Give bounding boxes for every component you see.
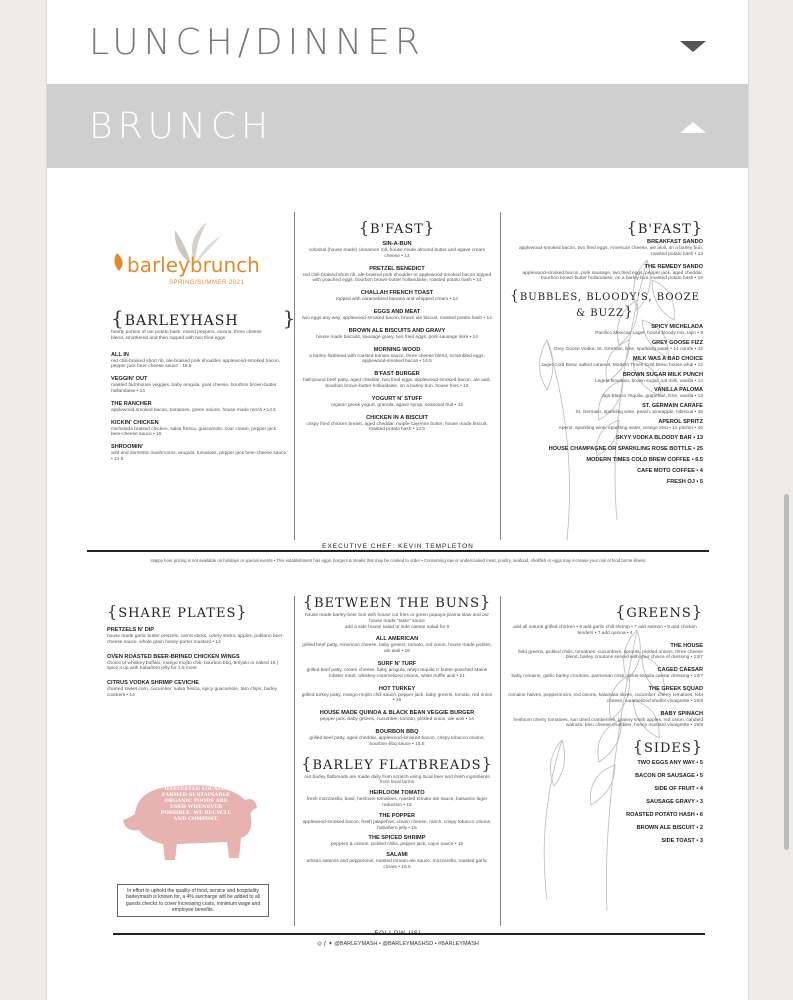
menu-item: GREY GOOSE FIZZ Grey Goose Vodka, St. Germain, lime, sparkling water • 14 carafe • 42 — [553, 339, 703, 352]
menu-item: THE POPPER applewood-smoked bacon, fresh jalapeños, cream cheese, ranch, crispy tobacco onions, habañero jelly • 15 — [302, 812, 492, 831]
share-plates-title: {SHARE PLATES} — [107, 602, 248, 621]
disclaimer: Happy hour pricing is not available on holidays or special events • This establishment has eggs, burgers & steaks that may be cooked to order • Consuming raw or undercooked meat, poultry, seafood, shellfish or eggs may increase your risk of food borne illness — [150, 558, 646, 563]
twitter-icon: ✦ — [328, 941, 333, 947]
menu-item: SIN-A-BUN colossal (house made) cinnamon roll, house made almond butter and agave cream cheese • 13 — [308, 241, 486, 259]
menu-item: HEIRLOOM TOMATO fresh mozzarella, basil, heirloom tomatoes, roasted tomato-ale sauce, balsamic-lager reduction • 15 — [306, 790, 488, 808]
menu-item: HOT TURKEY grilled turkey patty, mango-mojito chili sauce, pepper jack, baby greens, tomato, red onion • 16 — [301, 685, 493, 704]
menu-item: BROWN SUGAR MILK PUNCH Legent Bourbon, brown sugar, oat milk, vanilla • 14 — [594, 371, 703, 384]
facebook-icon: ƒ — [323, 941, 327, 947]
side-item: BACON OR SAUSAGE • 5 — [635, 773, 703, 780]
menu-item: THE HOUSE field greens, pickled chilis, tomatoes, cucumbers, sprouts, pickled onions, three cheese blend, barley croutons served with your choice of dressing • 13/7 — [518, 642, 703, 661]
scrollbar-thumb[interactable] — [784, 494, 789, 850]
divider — [294, 596, 295, 926]
divider — [500, 212, 501, 540]
menu-item: MORNING WOOD a barley flatbread with roasted tomato sauce, three cheese blend, scrambled eggs, applewood-smoked bacon • 14.5 — [309, 346, 485, 365]
menu-item: ALL IN red chili-braised short rib, ale-braised pork shoulder, applewood-smoked bacon, pepper jack beer-cheese sauce · 15.5 — [111, 351, 281, 370]
accordion-brunch-title: BRUNCH — [89, 105, 274, 147]
menu-item: HOUSE MADE QUINOA & BLACK BEAN VEGGIE BURGER pepper jack, baby greens, cucumber, tomato, pickled onion, ale aioli • 14 — [319, 710, 475, 723]
follow-us: FOLLOW US! — [374, 931, 422, 937]
bfast-title: {B'FAST} — [358, 218, 436, 237]
menu-item: ST. GERMAIN CARAFE St. Germain, sparkling wine, peach, pineapple, hibiscus • 35 — [575, 403, 703, 416]
menu-item: SHROOMIN' wild and domestic mushrooms, arugula, tomatoes, pepper jack beer-cheese sauce • 14.5 — [111, 444, 287, 462]
accordion-lunch-dinner-title: LUNCH/DINNER — [89, 21, 425, 63]
side-item: SIDE TOAST • 3 — [661, 838, 703, 845]
menu-item: APEROL SPRITZ Aperol, sparkling wine, sparkling water, orange zest • 12 pitcher • 40 — [558, 418, 703, 431]
menu-item: MODERN TIMES COLD BREW COFFEE • 6.5 — [586, 456, 703, 463]
accordion-panel — [46, 0, 749, 1000]
surcharge-note: In effort to uphold the quality of food, service and hospitality barleymash is known for, a 4% surcharge will be added to all guests checks to cover increasing costs, minimum wage and employee benefits. — [117, 884, 269, 917]
menu-item: B'FAST BURGER half-pound beef patty, aged cheddar, two fried eggs, applewood-smoked bacon, ale aioli, bourbon brown-butter hollandaise, on a barley bun, house fries • 16 — [303, 371, 491, 389]
accordion-brunch[interactable] — [47, 84, 748, 168]
menu-item: CHALLAH FRENCH TOAST topped with caramelized banana and whipped cream • 14 — [336, 290, 458, 303]
bubbles-title: {BUBBLES, BLOODY'S, BOOZE & BUZZ} — [510, 288, 700, 321]
menu-item: BREAKFAST SANDO applewood-smoked bacon, two fried eggs, American cheese, ale aioli, on a barley bun, roasted potato hash • 13 — [519, 239, 703, 257]
greens-adds: add all natural grilled chicken • 6 add garlic-chili shrimp • 7 add salmon • 9 add chicken tenders • 7 add quinoa • 4 — [513, 625, 697, 636]
menu-item: BABY SPINACH heirloom cherry tomatoes, sun dried cranberries, granny smith apples, red onion, candied walnuts, bleu cheese crumbles, honey mustard vinaigrette • 15/8 — [513, 710, 703, 729]
social-handles: ◎ ƒ ✦ @BARLEYMASH • @BARLEYMASHSD • #BARLEYMASH — [317, 941, 479, 947]
buns-intro: house made barley-beer bun with house cut fries or green papaya-jicama slaw and our house made "taste" sauce — [305, 613, 489, 624]
menu-item: YOGURT N' STUFF organic greek yogurt, granola, agave syrup, seasonal fruit • 12 — [330, 395, 464, 408]
side-item: TWO EGGS ANY WAY • 5 — [637, 760, 703, 767]
flatbreads-intro: our barley flatbreads are made daily from scratch using local beer and fresh ingredients from local farms — [304, 774, 490, 786]
executive-chef: EXECUTIVE CHEF: KEVIN TEMPLETON — [87, 543, 709, 550]
menu-item: ALL AMERICAN grilled beef patty, American cheese, baby greens, tomato, red onion, house made pickles, ale aioli • 16 — [302, 636, 492, 655]
menu-item: SALAMI artisan salamis and pepperonis, roasted tomato-ale sauce, mozzarella, roasted garlic cloves • 15.5 — [306, 852, 488, 870]
brunch-menu-image — [87, 200, 709, 960]
divider — [294, 212, 295, 540]
menu-item: CHICKEN IN A BISCUIT crispy fried chicken breast, aged cheddar, maple-cayenne butter, house made biscuit, roasted potato hash • 13.5 — [306, 414, 488, 433]
greens-title: {GREENS} — [615, 602, 703, 621]
menu-item: SKYY VODKA BLOODY BAR • 13 — [615, 434, 703, 441]
brunch-logo — [107, 220, 287, 300]
instagram-icon: ◎ — [317, 941, 322, 947]
buns-title: {BETWEEN THE BUNS} — [302, 592, 492, 611]
logo-season: SPRING/SUMMER 2021 — [169, 280, 245, 286]
menu-item: CAGED CAESAR baby romaine, garlic barley croutons, parmesan crisp, citrus-tequila caesar dressing • 13/7 — [511, 667, 703, 680]
menu-item: CAFE MOTO COFFEE • 4 — [637, 467, 703, 474]
menu-item: THE GREEK SQUAD romaine halves, pepperoncini, red onions, kalamata olives, cucumber, cherry tomatoes, feta cheese, caramelized shallot vinaigrette • 15/8 — [508, 685, 703, 704]
pig-text: RESPONSIBLY HARVESTED LOCALLY FARMED SUSTAINABLE ORGANIC FOODS ARE USED WHENEVER POSSIBLE. WE RECYCLE AND COMPOST. — [160, 780, 232, 822]
chevron-up-icon[interactable] — [680, 122, 706, 133]
menu-item: KICKIN' CHICKEN michelada braised chicken, salsa fresca, guacamole, sour cream, pepper jack beer-cheese sauce • 15 — [111, 419, 277, 438]
menu-item: PRETZEL BENEDICT red chili-braised short rib, ale-braised pork shoulder or applewood-smoked bacon topped with poached eggs, bourbon brown-butter hollandaise, roasted potato hash • 14 — [302, 265, 492, 284]
side-item: SAUSAGE GRAVY • 3 — [646, 799, 703, 806]
menu-item: EGGS AND MEAT two eggs any way, applewood-smoked bacon, brown ale biscuit, roasted potato hash • 14 — [302, 308, 492, 321]
bfast2-title: {B'FAST} — [626, 218, 703, 237]
menu-item: SURF N' TURF grilled beef patty, cream cheese, baby arugula, añejo tequila n' butter-poached Maine lobster meat, whiskey-caramelized onions, white truffle aioli • 21 — [306, 660, 488, 679]
flatbreads-title: {BARLEY FLATBREADS} — [301, 753, 493, 773]
side-item: SIDE OF FRUIT • 4 — [654, 786, 703, 793]
menu-item: CITRUS VODKA SHRIMP CEVICHE charred sweet corn, cucumber, salsa fresca, spicy guacamole, taro chips, barley crackers • 14 — [107, 680, 278, 698]
side-item: ROASTED POTATO HASH • 6 — [626, 812, 703, 819]
divider — [500, 596, 501, 926]
menu-item: OVEN ROASTED BEER-BRINED CHICKEN WINGS choice of whiskey buffalo, mango mojito chili, bourbon bbq, teriyaki or naked 15 | spice it up with habañero jelly for 1.5 more — [107, 653, 279, 672]
divider — [87, 550, 709, 552]
menu-item: PRETZELS N' DIP house made garlic butter pretzels, carrot sticks, celery sticks, apples, poblano beer-cheese sauce, whole grain honey-porter mustard • 13 — [107, 627, 285, 645]
barleyhash-title: {BARLEYHASH } — [111, 306, 297, 330]
menu-item: BOURBON BBQ grilled beef patty, aged cheddar, applewood-smoked bacon, crispy tobacco onions, bourbon-bbq sauce • 15.5 — [309, 728, 485, 747]
menu-item: VANILLA PALOMA Jaja Blanco Tequila, grapefruit, lime, vanilla • 13 — [601, 387, 703, 400]
menu-item: THE SPICED SHRIMP peppers & onions, pickled chilis, pepper jack, cajun sauce • 16 — [330, 835, 464, 848]
accordion-lunch-dinner[interactable] — [47, 0, 748, 85]
barleyhash-list — [111, 352, 287, 463]
logo-brand: barleybrunch — [127, 253, 260, 277]
menu-item: HOUSE CHAMPAGNE OR SPARKLING ROSE BOTTLE • 25 — [548, 445, 703, 452]
barleyhash-intro: hearty portion of our potato hash, mixed peppers, onions, three cheese blend, smothered and then topped with two fried eggs — [111, 330, 262, 341]
sides-title: {SIDES} — [632, 737, 703, 757]
logo-flame-icon — [111, 252, 127, 272]
buns-intro2: add a side house salad or side caesar salad for 6 — [344, 624, 450, 630]
menu-item: VEGGIN' OUT roasted farmhouse veggies, baby arugula, goat cheese, bourbon brown-butter hollandaise • 14 — [111, 376, 277, 394]
menu-item: MILK WAS A BAD CHOICE Jager Cold Brew, salted caramel, Modern Times Cold Brew, house whip • 12 — [541, 355, 703, 368]
menu-item: FRESH OJ • 5 — [666, 478, 703, 485]
menu-item: THE RANCHER applewood-smoked bacon, tomatoes, green onions, house made ranch • 14.5 — [111, 400, 276, 413]
menu-item: SPICY MICHELADA Pacifico Mexican Lager, house bloody mix, tajin • 9 — [595, 324, 703, 337]
side-item: BROWN ALE BISCUIT • 2 — [636, 825, 703, 832]
menu-item: THE REMEDY SANDO applewood-smoked bacon, pork sausage, two fried eggs, pepper jack, aged cheddar, bourbon brown-butter hollandaise, on a barley bun, roasted potato hash • 15 — [522, 263, 703, 282]
menu-item: BROWN ALE BISCUITS AND GRAVY house made biscuits, sausage gravy, two fried eggs, pork sausage links • 14 — [316, 327, 478, 340]
chevron-down-icon[interactable] — [680, 41, 706, 52]
